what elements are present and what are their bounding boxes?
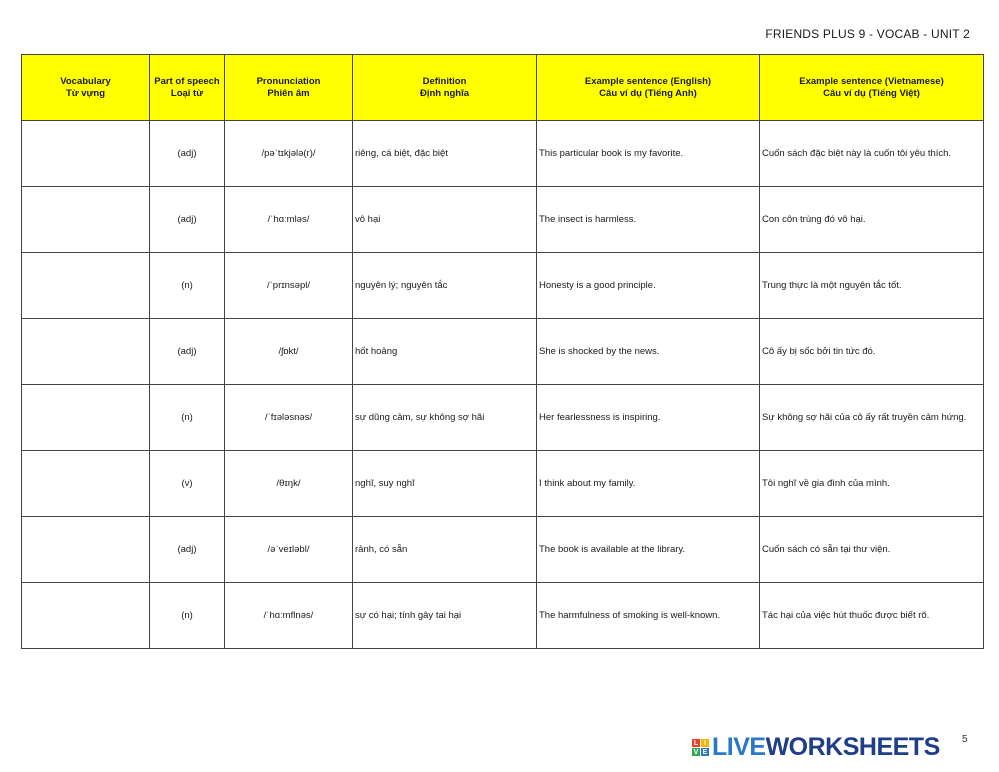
- example-english-cell: I think about my family.: [537, 451, 760, 517]
- example-vietnamese-cell: Sự không sợ hãi của cô ấy rất truyền cảm hứng.: [760, 385, 984, 451]
- example-vietnamese-cell: Con côn trùng đó vô hại.: [760, 187, 984, 253]
- example-english-cell: The book is available at the library.: [537, 517, 760, 583]
- column-header: [22, 55, 150, 121]
- table-row: [22, 187, 984, 253]
- table-body: [22, 121, 984, 649]
- definition-cell: sự có hại; tính gây tai hại: [353, 583, 537, 649]
- vocab-table: [21, 54, 984, 649]
- example-english-cell: The harmfulness of smoking is well-known.: [537, 583, 760, 649]
- pronunciation-cell: /əˈveɪləbl/: [225, 517, 353, 583]
- column-header: [150, 55, 225, 121]
- column-header-vietnamese: Loại từ: [170, 87, 204, 99]
- column-header-english: Pronunciation: [256, 75, 321, 87]
- vocabulary-answer-input[interactable]: [24, 450, 151, 517]
- vocabulary-cell: [22, 253, 150, 319]
- vocabulary-cell: [22, 187, 150, 253]
- column-header-english: Definition: [422, 75, 467, 87]
- vocabulary-cell: [22, 517, 150, 583]
- column-header-english: Example sentence (Vietnamese): [799, 75, 944, 87]
- vocabulary-answer-input[interactable]: [24, 186, 151, 253]
- table-row: [22, 583, 984, 649]
- table-row: [22, 253, 984, 319]
- part-of-speech-cell: (n): [150, 253, 225, 319]
- example-english-cell: This particular book is my favorite.: [537, 121, 760, 187]
- document-title: FRIENDS PLUS 9 - VOCAB - UNIT 2: [765, 27, 970, 41]
- liveworksheets-logo: [692, 733, 940, 762]
- logo-letter-tile: E: [702, 748, 708, 756]
- pronunciation-cell: /pəˈtɪkjələ(r)/: [225, 121, 353, 187]
- column-header-vietnamese: Câu ví dụ (Tiếng Anh): [599, 87, 697, 99]
- part-of-speech-cell: (adj): [150, 121, 225, 187]
- logo-letter-tile: I: [701, 739, 709, 747]
- part-of-speech-cell: (adj): [150, 319, 225, 385]
- vocabulary-cell: [22, 121, 150, 187]
- vocabulary-answer-input[interactable]: [24, 516, 151, 583]
- example-vietnamese-cell: Tác hại của việc hút thuốc được biết rõ.: [760, 583, 984, 649]
- logo-grid-icon: [692, 739, 709, 756]
- example-english-cell: Her fearlessness is inspiring.: [537, 385, 760, 451]
- definition-cell: hốt hoảng: [353, 319, 537, 385]
- pronunciation-cell: /θɪŋk/: [225, 451, 353, 517]
- table-row: [22, 385, 984, 451]
- vocabulary-cell: [22, 385, 150, 451]
- pronunciation-cell: /ʃɒkt/: [225, 319, 353, 385]
- example-vietnamese-cell: Trung thực là một nguyên tắc tốt.: [760, 253, 984, 319]
- logo-text-worksheets: WORKSHEETS: [765, 733, 940, 761]
- logo-letter-tile: V: [693, 748, 699, 756]
- vocabulary-cell: [22, 583, 150, 649]
- column-header-english: Part of speech: [154, 75, 220, 87]
- example-vietnamese-cell: Cô ấy bị sốc bởi tin tức đó.: [760, 319, 984, 385]
- column-header-vietnamese: Phiên âm: [267, 87, 310, 99]
- example-english-cell: Honesty is a good principle.: [537, 253, 760, 319]
- column-header-vietnamese: Câu ví dụ (Tiếng Việt): [823, 87, 920, 99]
- column-header: [760, 55, 984, 121]
- logo-letter-tile: L: [693, 739, 699, 747]
- definition-cell: rảnh, có sẵn: [353, 517, 537, 583]
- table-row: [22, 319, 984, 385]
- part-of-speech-cell: (n): [150, 583, 225, 649]
- example-vietnamese-cell: Cuốn sách đặc biệt này là cuốn tôi yêu thích.: [760, 121, 984, 187]
- definition-cell: nguyên lý; nguyên tắc: [353, 253, 537, 319]
- part-of-speech-cell: (n): [150, 385, 225, 451]
- part-of-speech-cell: (adj): [150, 517, 225, 583]
- vocabulary-cell: [22, 451, 150, 517]
- column-header: [225, 55, 353, 121]
- part-of-speech-cell: (v): [150, 451, 225, 517]
- column-header-english: Vocabulary: [60, 75, 111, 87]
- logo-text-live: LIVE: [712, 733, 766, 761]
- pronunciation-cell: /ˈhɑːmləs/: [225, 187, 353, 253]
- vocabulary-answer-input[interactable]: [24, 252, 151, 319]
- example-vietnamese-cell: Tôi nghĩ về gia đình của mình.: [760, 451, 984, 517]
- column-header: [537, 55, 760, 121]
- vocabulary-answer-input[interactable]: [24, 120, 151, 187]
- pronunciation-cell: /ˈfɪələsnəs/: [225, 385, 353, 451]
- table-row: [22, 517, 984, 583]
- definition-cell: sự dũng cảm, sự không sợ hãi: [353, 385, 537, 451]
- vocabulary-cell: [22, 319, 150, 385]
- vocabulary-answer-input[interactable]: [24, 384, 151, 451]
- table-row: [22, 451, 984, 517]
- definition-cell: nghĩ, suy nghĩ: [353, 451, 537, 517]
- column-header: [353, 55, 537, 121]
- definition-cell: riêng, cá biệt, đặc biệt: [353, 121, 537, 187]
- pronunciation-cell: /ˈhɑːmflnəs/: [225, 583, 353, 649]
- page-number: 5: [962, 734, 968, 745]
- example-english-cell: The insect is harmless.: [537, 187, 760, 253]
- pronunciation-cell: /ˈprɪnsəpl/: [225, 253, 353, 319]
- part-of-speech-cell: (adj): [150, 187, 225, 253]
- column-header-vietnamese: Từ vựng: [65, 87, 106, 99]
- example-english-cell: She is shocked by the news.: [537, 319, 760, 385]
- definition-cell: vô hại: [353, 187, 537, 253]
- column-header-vietnamese: Định nghĩa: [419, 87, 470, 99]
- vocabulary-answer-input[interactable]: [24, 582, 151, 649]
- table-row: [22, 121, 984, 187]
- vocabulary-answer-input[interactable]: [24, 318, 151, 385]
- example-vietnamese-cell: Cuốn sách có sẵn tại thư viện.: [760, 517, 984, 583]
- column-header-english: Example sentence (English): [584, 75, 712, 87]
- table-header-row: [22, 55, 984, 121]
